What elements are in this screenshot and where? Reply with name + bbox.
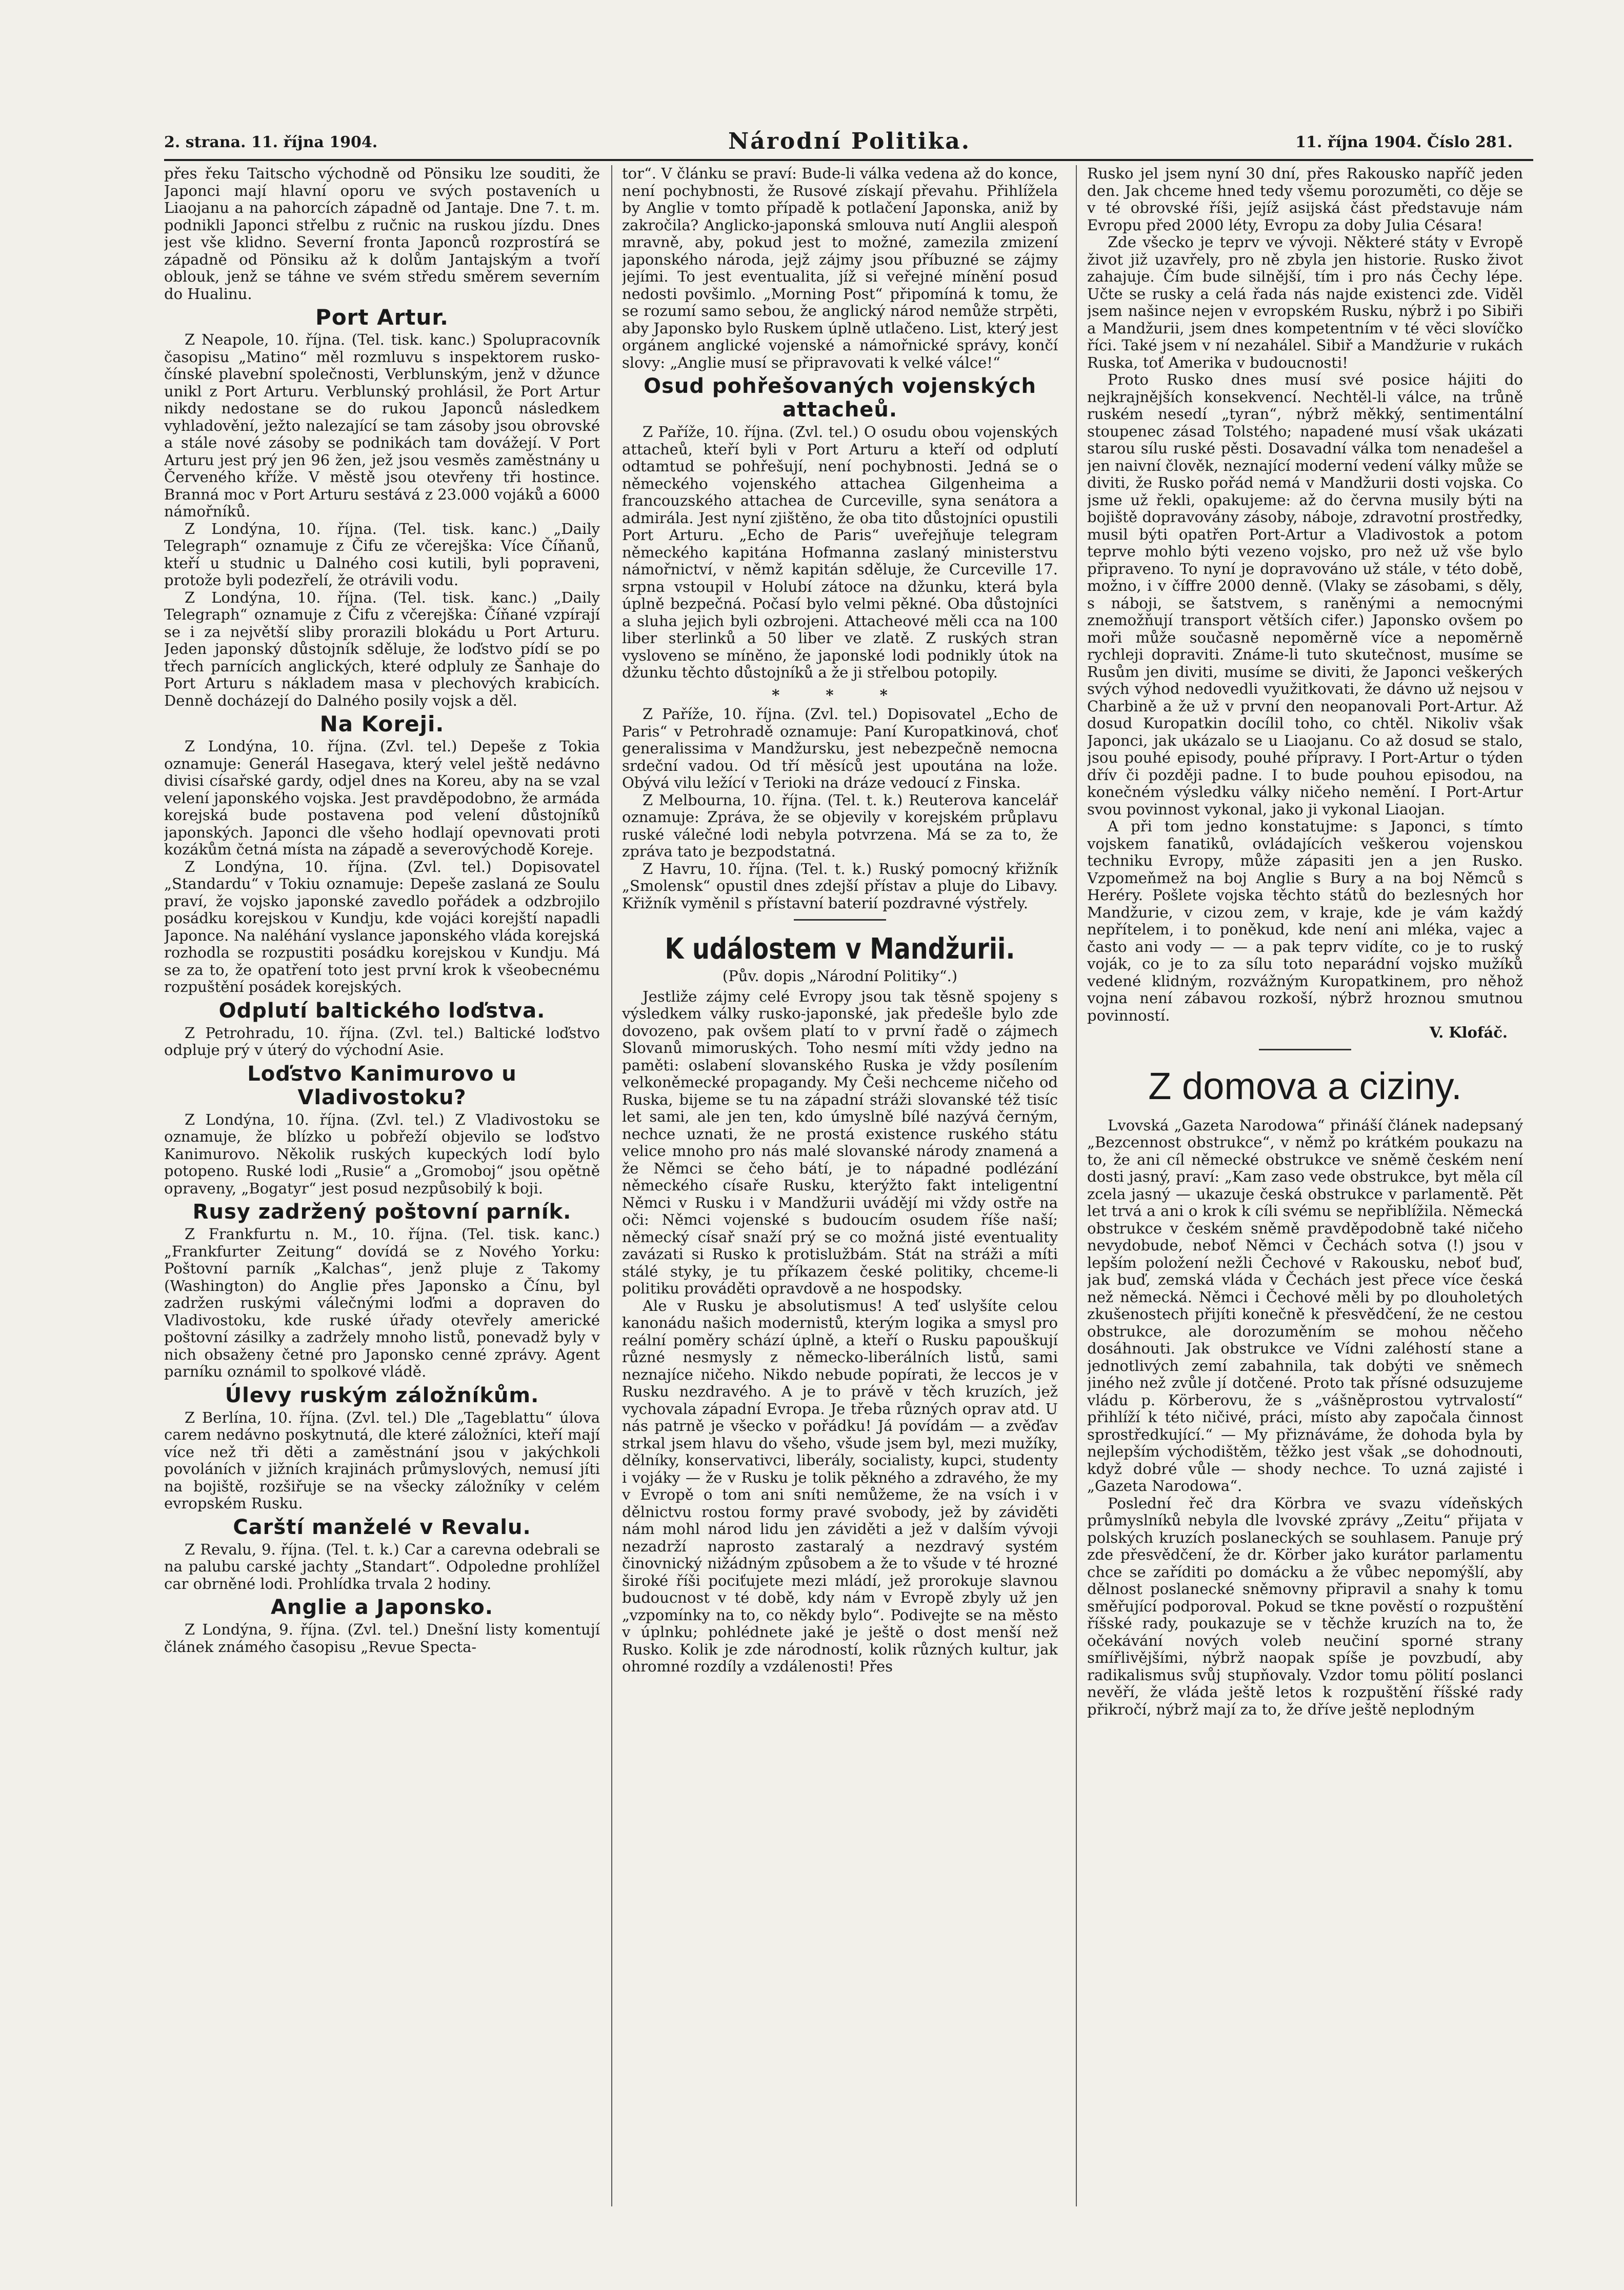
section-heading: Loďstvo Kanimurovo u Vladivostoku?	[247, 1062, 517, 1109]
article-paragraph: Z Petrohradu, 10. října. (Zvl. tel.) Baltické loďstvo odpluje prý v úterý do východní Asie.	[164, 1024, 600, 1059]
column-divider	[611, 165, 612, 2206]
article-paragraph: Z Havru, 10. října. (Tel. t. k.) Ruský pomocný křižník „Smolensk“ opustil dnes zdejší přístav a pluje do Libavy. Křižník vyměnil s přístavní baterií pozdravné výstřely.	[622, 860, 1058, 912]
column-3	[1087, 165, 1523, 2242]
header-rule	[164, 159, 1533, 161]
newspaper-page	[164, 128, 1533, 2246]
article-paragraph: Z Paříže, 10. října. (Zvl. tel.) O osudu obou vojenských attacheů, kteří byli v Port Arturu a kteří od odplutí odtamtud se pohřešují, není pochybnosti. Jedná se o německého vojenského attachea Gilgenheima a francouzského attachea de Curceville, syna senátora a admirála. Jest nyní zjištěno, že oba tito důstojníci opustili Port Arturu. „Echo de Paris“ uveřejňuje telegram německého kapitána Hofmanna zaslaný ministerstvu námořnictví, v němž kapitán sděluje, že Curceville 17. srpna vstoupil v Holubí zátoce na džunku, která byla úplně bezpečná. Počasí bylo velmi pěkné. Oba důstojníci a sluha jejich byli ozbrojeni. Attacheové měli cca na 100 liber sterlinků a 50 liber ve zlatě. Z ruských stran vysloveno se míněno, že japonské lodi podnikly útok na džunku těchto důstojníků a že ji střelbou potopily.	[622, 423, 1058, 681]
article-paragraph: Z Melbourna, 10. října. (Tel. t. k.) Reuterova kancelář oznamuje: Zpráva, že se objevily v korejském průplavu ruské válečné lodi nebyla potvrzena. Má se za to, že zpráva tato je bezpodstatná.	[622, 791, 1058, 860]
article-paragraph: Z Londýna, 10. října. (Tel. tisk. kanc.) „Daily Telegraph“ oznamuje z Čifu z včerejška: Číňané vzpírají se i za největší sliby prorazili blokádu u Port Arturu. Jeden japonský důstojník sděluje, že loďstvo pídí se po třech parnících anglických, které odpluly ze Šanhaje do Port Arturu s nákladem masa v plechových krabicích. Denně docházejí do Dalného posily vojsk a děl.	[164, 588, 600, 709]
article-paragraph: Rusko jel jsem nyní 30 dní, přes Rakousko napříč jeden den. Jak chceme hned tedy všemu porozuměti, co děje se v té obrovské říši, jejíž asijská část představuje nám Evropu před 2000 léty, Evropu za doby Julia Césara!	[1087, 165, 1523, 234]
article-paragraph: Z Londýna, 10. října. (Tel. tisk. kanc.) „Daily Telegraph“ oznamuje z Čifu ze včerejška: Více Číňanů, kteří u studnic u Dalného cosi kutili, byli popraveni, protože byli podezřelí, že otrávili vodu.	[164, 520, 600, 589]
article-paragraph: Z Frankfurtu n. M., 10. října. (Tel. tisk. kanc.) „Frankfurter Zeitung“ dovídá se z Nového Yorku: Poštovní parník „Kalchas“, jenž pluje z Takomy (Washington) do Anglie přes Japonsko a Čínu, byl zadržen ruskými válečnými loďmi a dopraven do Vladivostoku, kde ruské úřady otevřely americké poštovní zásilky a zadržely mnoho listů, ponevadž byly v nich obsaženy četné pro Japonsko cenné zprávy. Agent parníku oznámil to spolkové vládě.	[164, 1225, 600, 1380]
column-1	[164, 165, 600, 2242]
header-left: 2. strana. 11. října 1904.	[164, 133, 378, 151]
article-paragraph: Z Londýna, 10. října. (Zvl. tel.) Z Vladivostoku se oznamuje, že blízko u pobřeží objevilo se loďstvo Kanimurovo. Několik ruských kupeckých lodí bylo potopeno. Ruské lodi „Rusie“ a „Gromoboj“ jsou opětně opraveny, „Bogatyr“ jest posud nezpůsobilý k boji.	[164, 1110, 600, 1197]
article-subtitle: (Pův. dopis „Národní Politiky“.)	[722, 967, 958, 985]
section-heading: Port Artur.	[315, 305, 449, 330]
column-2	[622, 165, 1058, 2242]
article-paragraph: Z Neapole, 10. října. (Tel. tisk. kanc.) Spolupracovník časopisu „Matino“ měl rozmluvu s inspektorem rusko-čínské plavební společnosti, Verblunským, jenž v džunce unikl z Port Arturu. Verblunský prohlásil, že Port Artur nikdy nedostane se do rukou Japonců následkem vyhladovění, ježto nalezající se tam zásoby jsou obrovské a stále nové zásoby se podnikách tam dovážejí. V Port Arturu jest prý jen 96 žen, jež jsou vesměs zaměstnány u Červeného kříže. V městě jsou otevřeny tři hostince. Branná moc v Port Arturu sestává z 23.000 vojáků a 6000 námořníků.	[164, 331, 600, 520]
section-heading: Osud pohřešovaných vojenských attacheů.	[644, 374, 1036, 422]
divider	[1259, 1049, 1351, 1050]
article-paragraph: Lvovská „Gazeta Narodowa“ přináší článek nadepsaný „Bezcennost obstrukce“, v němž po krátkém poukazu na to, že ani cíl německé obstrukce ve sněmě českém není dosti jasný, praví: „Kam zaso vede obstrukce, byt měla cíl zcela jasný — ukazuje česká obstrukce v parlamentě. Pět let trvá a ani o krok k cíli svému se nepřiblížila. Německá obstrukce v českém sněmě pravděpodobně také ničeho nevydobude, neboť Němci v Čechách sotva (!) jsou v lepším položení nežli Čechové v Rakousku, neboť buď, jak buď, zemská vláda v Čechách jest přece více česká než německá. Němci i Čechové měli by po dlouholetých zkušenostech přijíti konečně k přesvědčení, že ne cestou obstrukce, ale dorozuměním se mohou něčeho dosáhnouti. Jak obstrukce ve Vídni zaléhostí stane a jednotlivých zemí zabahnila, tak dobýti ve sněmech jiného než zvůle jí dotčené. Proto tak přísné odsuzujeme vládu p. Körberovu, že s „vášněprostou vytrvalostí“ přihlíží k této ničivé, práci, místo aby započala činnost sprostředkující.“ — My přiznáváme, že dohoda byla by nejlepším východištěm, těžko jest však „se dohodnouti, když dobré vůle — shody nechce. To uzná zajisté i „Gazeta Narodowa“.	[1087, 1116, 1523, 1495]
column-divider	[1076, 165, 1077, 2206]
author-signature: V. Klofáč.	[1429, 1024, 1508, 1041]
header-right: 11. října 1904. Číslo 281.	[1295, 133, 1513, 151]
article-paragraph: Zde všecko je teprv ve vývoji. Některé státy v Evropě život již uzavřely, pro ně zbyla jen historie. Rusko život zahajuje. Čím bude silnější, tím i pro nás Čechy lépe. Učte se rusky a celá řada nás najde existenci zde. Viděl jsem našince nejen v evropském Rusku, nýbrž i po Sibiři a Mandžurii, jsem dnes kompetentním v té věci slovíčko říci. Také jsem v ní nezahálel. Sibiř a Mandžurie v rukách Ruska, toť Amerika v budoucnosti!	[1087, 233, 1523, 371]
divider	[794, 919, 886, 921]
article-paragraph: Ale v Rusku je absolutismus! A teď uslyšíte celou kanonádu našich modernistů, kterým logika a smysl pro reální poměry schází úplně, a kteří o Rusku papouškují různé nesmysly z německo-liberálních listů, sami neznajíce ničeho. Nikdo nebude popírati, že leccos je v Rusku nezdravého. A je to právě v těch kruzích, jež vychovala západní Evropa. Je třeba různých oprav atd. U nás patrně je všecko v pořádku! Já povídám — a zvěďav strkal jsem hlavu do všeho, všude jsem byl, mezi mužíky, dělníky, konservativci, liberály, socialisty, kupci, studenty i vojáky — že v Rusku je tolik pěkného a zdravého, že my v Evropě o tom ani sníti nemůžeme, že na vsích i v dělnictvu rostou formy pravé svobody, jež by záviděti nám mohl národ lidu jen záviděti a jež v dalším vývoji nezadrží naprosto zastaralý a nezdravý systém činovnický nižádným způsobem a že to všude v té hrozné široké říši pociťujete mezi mládí, jež prorokuje slavnou budoucnost v té době, kdy nám v Evropě zbyly už jen „vzpomínky na to, co někdy bylo“. Podivejte se na město v úplnku; pohlédnete jaké je ještě o dost menší než Rusko. Kolik je zde národností, kolik různých kultur, jak ohromné rozdíly a vzdálenosti! Přes	[622, 1297, 1058, 1675]
section-heading: Carští manželé v Revalu.	[233, 1515, 531, 1539]
article-paragraph: Poslední řeč dra Körbra ve svazu vídeňských průmyslníků nebyla dle lvovské zprávy „Zeitu“ přijata v polských kruzích poslaneckých se souhlasem. Panuje prý zde přesvědčení, že dr. Körber jako kurátor parlamentu chce se zaříditi po domácku a že vůbec nepomýšlí, aby dělnost poslanecké sněmovny připravil a snahy k tomu směřující podporoval. Pokud se tkne pověstí o rozpuštění říšské rady, poukazuje se v těchže kruzích na to, že očekávání nových voleb neučiní sporné strany smířlivějšími, nýbrž naopak spíše je povzbudí, aby radikalismus svůj stupňovaly. Vzdor tomu pölití poslanci nevěří, že vláda ještě letos k rozpuštění říšské rady přikročí, nýbrž mají za to, že dříve ještě neplodným	[1087, 1494, 1523, 1718]
article-paragraph: A při tom jedno konstatujme: s Japonci, s tímto vojskem fanatiků, ovládajících veškerou vojenskou techniku Evropy, může zápasiti jen a jen Rusko. Vzpomeňmež na boj Anglie s Bury a na boj Němců s Heréry. Pošlete vojska těchto států do bezlesných hor Mandžurie, v cizou zem, v kraje, kde je vám každý nepřítelem, i to poněkud, kde není ani mléka, vajec a často ani vody — — a pak teprv vidíte, co je to ruský voják, co je to za sílu toto neparádní vojsko mužíků vedené klidným, rozvážným Kuropatkinem, pro něhož vojna není zábavou rozkoší, nýbrž hroznou smutnou povinností.	[1087, 818, 1523, 1024]
article-paragraph: Z Paříže, 10. října. (Zvl. tel.) Dopisovatel „Echo de Paris“ v Petrohradě oznamuje: Paní Kuropatkinová, choť generalissima v Mandžursku, jest nebezpečně nemocna srdeční vadou. Od tří měsíců jest upoutána na lože. Obývá vilu ležící v Terioki na dráze vedoucí z Finska.	[622, 705, 1058, 791]
article-paragraph: přes řeku Taitscho východně od Pönsiku lze souditi, že Japonci mají hlavní oporu ve svých postaveních u Liaojanu a na pahorcích západně od Jantaje. Dne 7. t. m. podnikli Japonci střelbu z ručnic na ruskou jízdu. Dnes jest vše klidno. Severní fronta Japonců rozprostírá se západně od Pönsiku až k dolům Jantajským a tvoří oblouk, jenž se táhne ve svém středu směrem severním do Hualinu.	[164, 165, 600, 303]
section-title: Z domova a ciziny.	[1148, 1064, 1462, 1107]
article-paragraph: Z Londýna, 9. října. (Zvl. tel.) Dnešní listy komentují článek známého časopisu „Revue Specta-	[164, 1621, 600, 1656]
article-paragraph: Z Londýna, 10. října. (Zvl. tel.) Dopisovatel „Standardu“ v Tokiu oznamuje: Depeše zaslaná ze Soulu praví, že vojsko japonské zavedlo pořádek a odzbrojilo posádku korejskou v Kundju, kde vojáci korejští napadli Japonce. Na naléhání vyslance japonského vláda korejská rozhodla se rozpustiti posádku korejskou v Kundju. Má se za to, že opatření toto jest první krok k všeobecnému rozpuštění posádek korejských.	[164, 858, 600, 995]
section-heading: Úlevy ruským záložníkům.	[225, 1383, 539, 1407]
article-paragraph: Z Londýna, 10. října. (Zvl. tel.) Depeše z Tokia oznamuje: Generál Hasegava, který velel ještě nedávno divisi císařské gardy, odjel dnes na Koreu, aby na se vzal velení japonského vojska. Jest pravděpodobno, že armáda korejská bude postavena pod velení důstojníků japonských. Japonci dle všeho hodlají opevnovati proti kozákům četná místa na západě a severovýchodě Koreje.	[164, 738, 600, 858]
section-heading: Rusy zadržený poštovní parník.	[192, 1200, 572, 1224]
article-paragraph: Jestliže zájmy celé Evropy jsou tak těsně spojeny s výsledkem války rusko-japonské, jak předešle bylo zde dovozeno, pak ovšem platí to v první řadě o zájmech Slovanů mimoruských. Toho nesmí míti vždy jedno na paměti: oslabení slovanského Ruska je vždy posílením velkoněmecké propagandy. My Češi nechceme ničeho od Ruska, bijeme se tu na západní stráži slovanské též tisíc let sami, ale jen ten, kdo úmyslně bílé nazývá černým, nechce uznati, že ne prostá existence ruského státu velice mnoho pro nás malé slovanské národy znamená a že Němci se čeho bátí, je to nápadné podlézání německého císaře Rusku, kterýžto fakt inteligentní Němci v Rusku i v Mandžurii uvádějí mi vždy ostře na oči: Němci vojenské s budoucím osudem říše naší; německý císař snaží prý se co možná jisté eventuality zavázati si Rusko k protislužbám. Stát na stráži a míti stálé styky, je tu příkazem české politiky, chceme-li politiku prováděti opravdově a ne hospodsky.	[622, 987, 1058, 1297]
section-heading: Na Koreji.	[319, 711, 445, 736]
article-title: K událostem v Mandžurii.	[665, 932, 1015, 966]
section-heading: Odplutí baltického loďstva.	[218, 999, 546, 1023]
article-paragraph: Z Berlína, 10. října. (Zvl. tel.) Dle „Tageblattu“ úlova carem nedávno poskytnutá, dle které záložníci, kteří mají více než tři děti a zaměstnání jsou v jakýchkoli povoláních v jižních krajinách průmyslových, nemusí jíti na bojiště, rozšiřuje se na všecky záložníky v celém evropském Rusku.	[164, 1408, 600, 1512]
article-paragraph: Z Revalu, 9. října. (Tel. t. k.) Car a carevna odebrali se na palubu carské jachty „Standart“. Odpoledne prohlížel car obrněné lodi. Prohlídka trvala 2 hodiny.	[164, 1540, 600, 1592]
running-header	[164, 128, 1533, 159]
article-paragraph: Proto Rusko dnes musí své posice hájiti do nejkrajnějších konsekvencí. Nechtěl-li válce, na trůně ruském nesedí „tyran“, nýbrž měkký, sentimentální stoupenec zásad Tolstého; napadené musí však ukázati starou sílu ruské pěsti. Dosavadní válka tom nenadešel a jen naivní člověk, neznající moderní vedení války může se diviti, že Rusko pořád nemá v Mandžurii dosti vojska. Co jsme už řekli, opakujeme: až do června musily býti na bojiště dopravovány zásoby, náboje, zdravotní prostředky, musil býti opatřen Port-Artur a Vladivostok a potom teprve mohlo býti vezeno vojsko, pro než už vše bylo připraveno. To nyní je dopravováno už stále, v této době, možno, i v číffre 2000 denně. (Vlaky se zásobami, s děly, s náboji, se šatstvem, s raněnými a nemocnými znemožňují transport větších cifer.) Japonsko ovšem po moři může současně nepoměrně více a nepoměrně rychleji dopraviti. Známe-li tuto skutečnost, musíme se Rusům jen diviti, musíme se diviti, že Japonci veškerých svých výhod nedovedli využitkovati, že dávno už nejsou v Charbině a že už v první den neopanovali Port-Artur. Až dosud Kuropatkin docílil toho, co chtěl. Nikoliv však Japonci, jak ukázalo se u Liaojanu. Co až dosud se stalo, jsou pouhé episody, pouhé přípravy. I Port-Artur o týden dřív či později padne. I to bude pouhou episodou, na konečném výsledku války ničeho nemění. I Port-Artur svou povinnost vykonal, jako ji vykonal Liaojan.	[1087, 371, 1523, 818]
article-paragraph: tor“. V článku se praví: Bude-li válka vedena až do konce, není pochybnosti, že Rusové získají převahu. Přihlížela by Anglie v tomto případě k potlačení Japonska, aniž by zakročila? Anglicko-japonská smlouva nutí Anglii alespoň mravně, aby, pokud jest to možné, zamezila zmizení japonského národa, jejž zájmy jsou příbuzné se zájmy jejími. To jest eventualita, jíž si veřejné mínění posud nedosti povšimlo. „Morning Post“ připomíná k tomu, že se rozumí samo sebou, že anglický národ nemůže strpěti, aby Japonsko bylo Ruskem úplně utlačeno. List, který jest orgánem anglické vojenské a námořnické správy, končí slovy: „Anglie musí se připravovati k velké válce!“	[622, 165, 1058, 371]
section-heading: Anglie a Japonsko.	[271, 1596, 493, 1619]
section-separator: * * *	[772, 686, 908, 704]
masthead-title: Národní Politika.	[728, 128, 971, 154]
